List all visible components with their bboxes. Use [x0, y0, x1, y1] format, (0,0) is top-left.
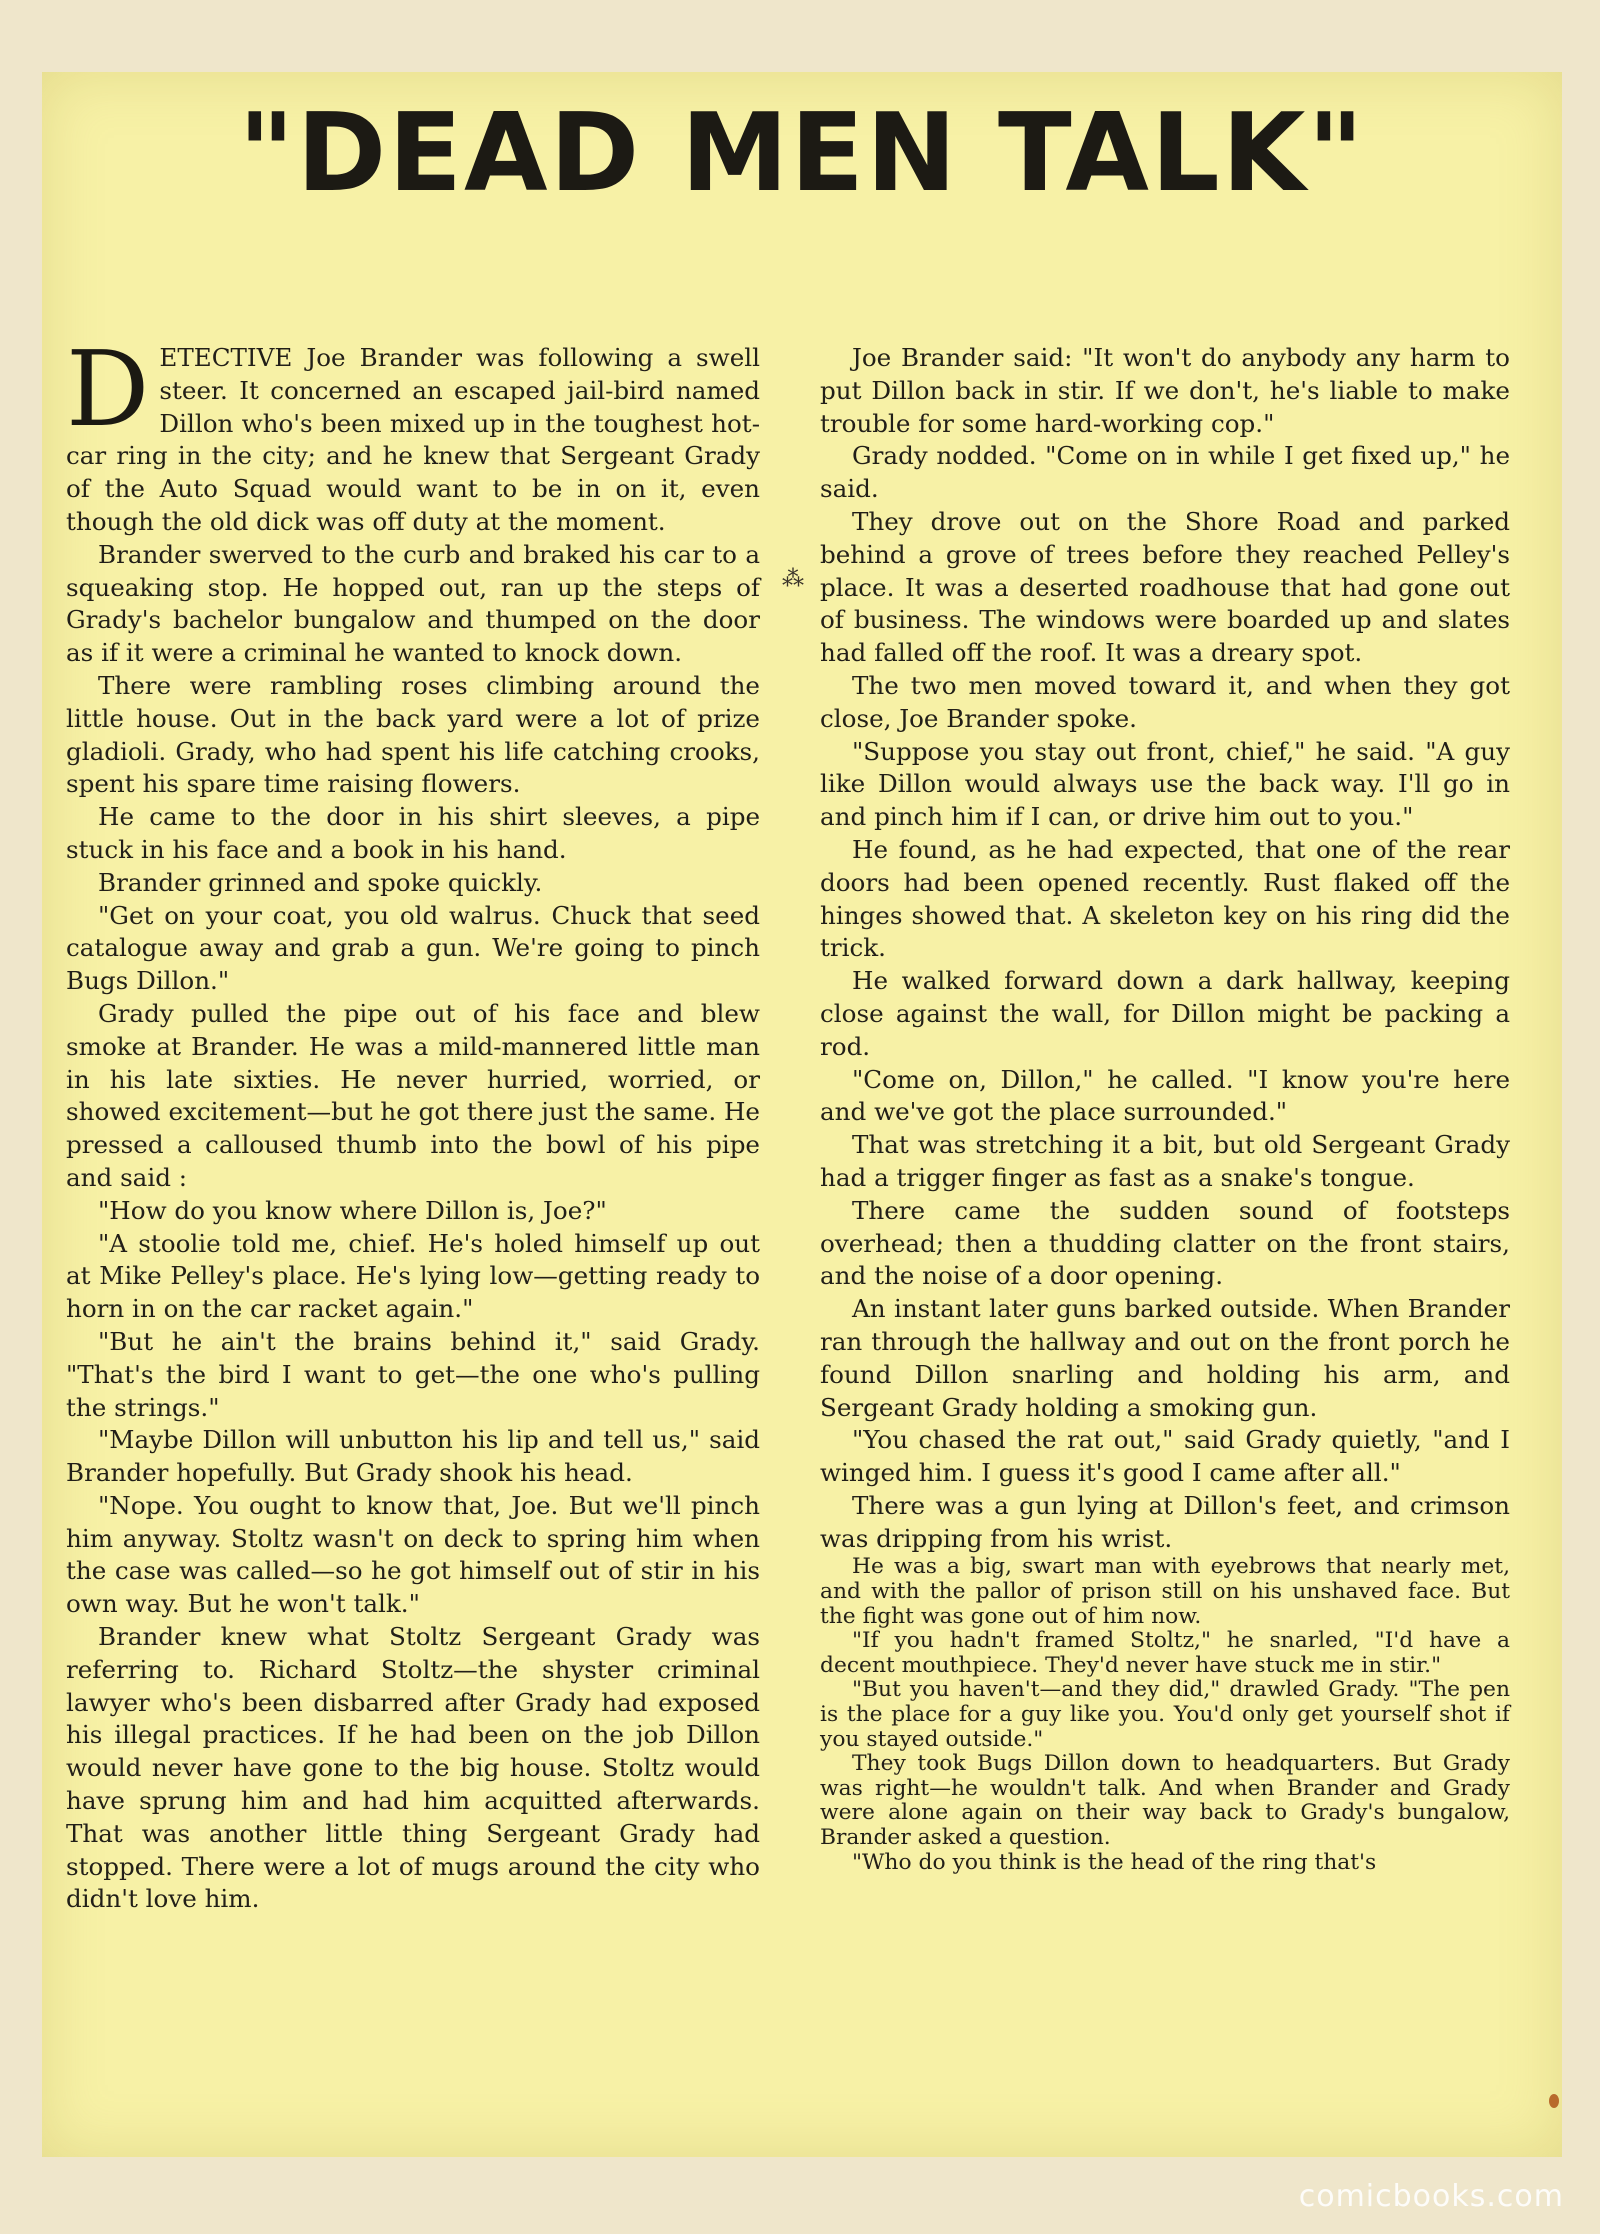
paragraph: [66, 328, 760, 539]
paragraph: That was stretching it a bit, but old Sergeant Grady had a trigger finger as fast as a snake's tongue.: [820, 1130, 1510, 1192]
paragraph: Grady nodded. "Come on in while I get fixed up," he said.: [820, 441, 1510, 504]
left-column: [66, 328, 760, 1916]
paragraph: There were rambling roses climbing around the little house. Out in the back yard were a lot of prize gladioli. Grady, who had spent his life catching crooks, spent his spare time raising flowers.: [66, 670, 760, 799]
paragraph: "A stoolie told me, chief. He's holed himself up out at Mike Pelley's place. He's lying low—getting ready to horn in on the car racket again.": [66, 1228, 760, 1324]
paragraph: There came the sudden sound of footsteps overhead; then a thudding clatter on the front stairs, and the noise of a door opening.: [820, 1195, 1510, 1291]
story-title: "DEAD MEN TALK": [238, 91, 1366, 216]
paragraph: "If you hadn't framed Stoltz," he snarled, "I'd have a decent mouthpiece. They'd never have stuck me in stir.": [820, 1628, 1510, 1678]
paragraph: "Suppose you stay out front, chief," he said. "A guy like Dillon would always use the back way. I'll go in and pinch him if I can, or drive him out to you.": [820, 736, 1510, 832]
paragraph: There was a gun lying at Dillon's feet, and crimson was dripping from his wrist.: [820, 1490, 1510, 1553]
paragraph: Brander knew what Stoltz Sergeant Grady was referring to. Richard Stoltz—the shyster criminal lawyer who's been disbarred after Grady had exposed his illegal practices. If he had been on the job Dillon would never have gone to the big house. Stoltz would have sprung him and had him acquitted afterwards. That was another little thing Sergeant Grady had stopped. There were a lot of mugs around the city who didn't love him.: [66, 1622, 760, 1914]
paragraph: "How do you know where Dillon is, Joe?": [98, 1195, 607, 1225]
right-column: [820, 342, 1510, 1875]
watermark-text: comicbooks.com: [1298, 2179, 1564, 2214]
paragraph: "Who do you think is the head of the ring that's: [852, 1849, 1377, 1875]
paragraph: They drove out on the Shore Road and parked behind a grove of trees before they reached Pelley's place. It was a deserted roadhouse that had gone out of business. The windows were boarded up and slates had falled off the roof. It was a dreary spot.: [820, 506, 1510, 668]
paragraph: "Nope. You ought to know that, Joe. But we'll pinch him anyway. Stoltz wasn't on deck to spring him when the case was called—so he got himself out of stir in his own way. But he won't talk.": [66, 1490, 760, 1619]
paragraph: "Get on your coat, you old walrus. Chuck that seed catalogue away and grab a gun. We're going to pinch Bugs Dillon.": [66, 900, 760, 996]
drop-cap: D: [66, 328, 150, 450]
paragraph: Brander swerved to the curb and braked his car to a squeaking stop. He hopped out, ran up the steps of Grady's bachelor bungalow and thumped on the door as if it were a criminal he wanted to knock down.: [66, 539, 760, 668]
paragraph: Grady pulled the pipe out of his face and blew smoke at Brander. He was a mild-mannered little man in his late sixties. He never hurried, worried, or showed excitement—but he got there just the same. He pressed a calloused thumb into the bowl of his pipe and said :: [66, 998, 760, 1192]
paragraph: An instant later guns barked outside. When Brander ran through the hallway and out on the front porch he found Dillon snarling and holding his arm, and Sergeant Grady holding a smoking gun.: [820, 1294, 1510, 1422]
ink-spot: [1549, 2094, 1559, 2108]
paragraph: They took Bugs Dillon down to headquarters. But Grady was right—he wouldn't talk. And when Brander and Grady were alone again on their way back to Grady's bungalow, Brander asked a question.: [820, 1751, 1510, 1851]
paragraph: The two men moved toward it, and when they got close, Joe Brander spoke.: [820, 670, 1510, 733]
paragraph: Brander grinned and spoke quickly.: [98, 867, 543, 897]
paragraph: "Maybe Dillon will unbutton his lip and tell us," said Brander hopefully. But Grady shook his head.: [66, 1425, 760, 1488]
paragraph: "Come on, Dillon," he called. "I know you're here and we've got the place surrounded.": [820, 1064, 1510, 1127]
paragraph: He was a big, swart man with eyebrows that nearly met, and with the pallor of prison still on his unshaved face. But the fight was gone out of him now.: [820, 1554, 1510, 1629]
column-gutter-mark: ⁂: [782, 567, 804, 592]
paragraph: He walked forward down a dark hallway, keeping close against the wall, for Dillon might be packing a rod.: [820, 966, 1510, 1061]
paragraph: Joe Brander said: "It won't do anybody any harm to put Dillon back in stir. If we don't, he's liable to make trouble for some hard-working cop.": [820, 343, 1510, 438]
paragraph: "But he ain't the brains behind it," said Grady. "That's the bird I want to get—the one who's pulling the strings.": [66, 1326, 760, 1422]
paragraph: He came to the door in his shirt sleeves, a pipe stuck in his face and a book in his hand.: [66, 802, 760, 864]
paragraph: "But you haven't—and they did," drawled Grady. "The pen is the place for a guy like you. You'd only get yourself shot if you stayed outside.": [820, 1677, 1510, 1752]
paragraph-text: ETECTIVE Joe Brander was following a swell steer. It concerned an escaped jail-bird named Dillon who's been mixed up in the toughest hot-car ring in the city; and he knew that Sergeant Grady of the Auto Squad would want to be in on it, even though the old dick was off duty at the moment.: [66, 343, 760, 536]
paragraph: "You chased the rat out," said Grady quietly, "and I winged him. I guess it's good I came after all.": [820, 1425, 1510, 1488]
paragraph: He found, as he had expected, that one of the rear doors had been opened recently. Rust flaked off the hinges showed that. A skeleton key on his ring did the trick.: [820, 834, 1510, 963]
